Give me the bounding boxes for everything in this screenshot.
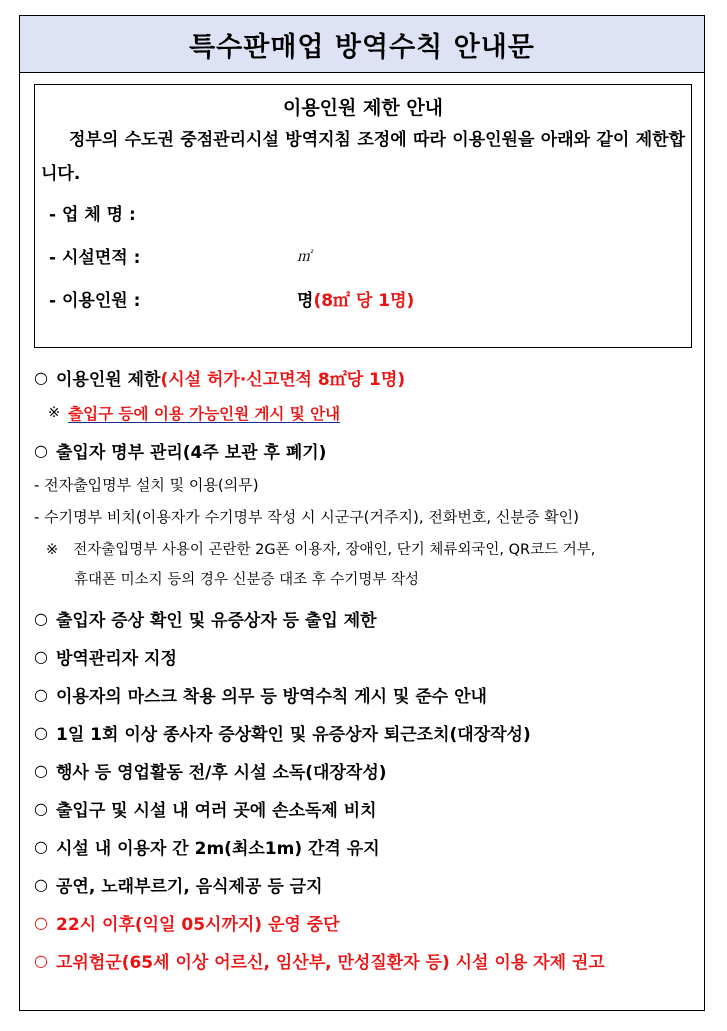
list-item: ○ 출입자 명부 관리(4주 보관 후 폐기): [20, 431, 706, 469]
list-item: ○ 1일 1회 이상 종사자 증상확인 및 유증상자 퇴근조치(대장작성): [20, 713, 706, 751]
circle-bullet-icon: ○: [34, 367, 48, 387]
list-item: ○ 22시 이후(익일 05시까지) 운영 중단: [20, 903, 706, 941]
page-title: 특수판매업 방역수칙 안내문: [20, 16, 704, 73]
list-item: ○ 공연, 노래부르기, 음식제공 등 금지: [20, 865, 706, 903]
notice-heading: 이용인원 제한 안내: [282, 97, 444, 119]
circle-bullet-icon: ○: [34, 760, 48, 780]
area-unit: ㎡: [297, 248, 311, 265]
list-item: ※ 출입구 등에 이용 가능인원 게시 및 안내: [20, 395, 706, 431]
rules-list: [20, 359, 706, 979]
list-item: ○ 행사 등 영업활동 전/후 시설 소독(대장작성): [20, 751, 706, 789]
capacity-notice-box: [34, 84, 692, 348]
list-item: ○ 고위험군(65세 이상 어르신, 임산부, 만성질환자 등) 시설 이용 자제 권고: [20, 941, 706, 979]
circle-bullet-icon: ○: [34, 874, 48, 894]
circle-bullet-icon: ○: [34, 912, 48, 932]
capacity-rule: (8㎡ 당 1명): [313, 291, 415, 311]
circle-bullet-icon: ○: [34, 440, 48, 460]
list-item: - 수기명부 비치(이용자가 수기명부 작성 시 시군구(거주지), 전화번호, 신분증 확인): [34, 508, 579, 526]
list-item-continued: 휴대폰 미소지 등의 경우 신분증 대조 후 수기명부 작성: [74, 572, 420, 588]
field-capacity: - 이용인원 : 명 (8㎡ 당 1명): [41, 277, 685, 320]
list-item: ○ 시설 내 이용자 간 2m(최소1m) 간격 유지: [20, 827, 706, 865]
circle-bullet-icon: ○: [34, 684, 48, 704]
list-item: ※ 전자출입명부 사용이 곤란한 2G폰 이용자, 장애인, 단기 체류외국인, QR코드 거부,: [46, 542, 596, 558]
circle-bullet-icon: ○: [34, 798, 48, 818]
list-item: ○ 이용자의 마스크 착용 의무 등 방역수칙 게시 및 준수 안내: [20, 675, 706, 713]
list-item: ○ 방역관리자 지정: [20, 637, 706, 675]
list-item: ○ 출입자 증상 확인 및 유증상자 등 출입 제한: [20, 599, 706, 637]
circle-bullet-icon: ○: [34, 836, 48, 856]
circle-bullet-icon: ○: [34, 646, 48, 666]
list-item: ○ 출입구 및 시설 내 여러 곳에 손소독제 비치: [20, 789, 706, 827]
list-item: - 전자출입명부 설치 및 이용(의무): [34, 476, 259, 494]
field-facility-area: - 시설면적 : ㎡: [41, 234, 685, 277]
circle-bullet-icon: ○: [34, 608, 48, 628]
circle-bullet-icon: ○: [34, 722, 48, 742]
circle-bullet-icon: ○: [34, 950, 48, 970]
notice-page: [19, 15, 705, 1011]
field-company-name: - 업 체 명 :: [49, 205, 136, 225]
reference-mark: ※: [48, 405, 61, 421]
list-item: ○ 이용인원 제한 (시설 허가·신고면적 8㎡당 1명): [20, 359, 706, 395]
notice-body: 정부의 수도권 중점관리시설 방역지침 조정에 따라 이용인원을 아래와 같이 제한합니다.: [41, 130, 685, 184]
